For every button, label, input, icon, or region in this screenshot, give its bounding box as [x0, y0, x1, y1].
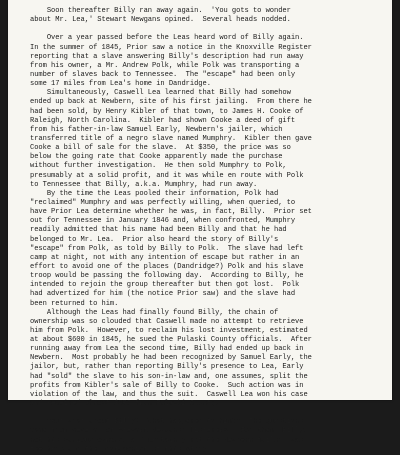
text-line: running away from Lea the second time, Billy had ended up back in	[30, 345, 304, 354]
paragraph-2	[30, 34, 385, 89]
text-line: without further investigation. He then sold Mumphry to Polk,	[30, 162, 287, 171]
text-line: not his various owners, and certainly not the Newbern jailor, was	[30, 436, 304, 445]
text-line: Newbern. Most probably he had been recognized by Samuel Early, the	[30, 354, 312, 363]
text-line: jailor, but, rather than reporting Billy's presence to Lea, Early	[30, 363, 304, 372]
text-line: Although the Leas had finally found Billy, the chain of	[30, 308, 279, 317]
text-line: Simultaneously, Caswell Lea learned that Billy had somehow	[30, 89, 291, 98]
text-line: camp at night, not with any intention of escape but rather in an	[30, 253, 300, 262]
text-line: reporting that a slave answering Billy's description had run away	[30, 52, 304, 61]
text-line: out for Tennessee in January 1846 and, when confronted, Mumphry	[30, 217, 296, 226]
text-line: "But what about Billy? What happened to him?" The questions	[30, 418, 304, 427]
text-line: "escape" from Polk, as told by Billy to Polk. The slave had left	[30, 244, 304, 253]
text-line: intended to rejoin the group thereafter but then got lost. Polk	[30, 281, 300, 290]
text-line: troop would be passing the following day. According to Billy, he	[30, 272, 304, 281]
text-line: presumably at a solid profit, and it was while en route with Polk	[30, 171, 304, 180]
paragraph-1	[30, 7, 385, 25]
paragraph-5	[30, 309, 385, 410]
text-line: Over a year passed before the Leas heard word of Billy again.	[30, 34, 304, 43]
text-line: effort to avoid one of the places (Dandridge?) Polk and his slave	[30, 262, 304, 271]
text-line: and received almost $800 from Pulaski County.	[30, 400, 220, 409]
text-line: the hero and the protagonist of this story.	[30, 445, 211, 454]
text-line: from his father-in-law Samuel Early, Newbern's jailer, which	[30, 125, 283, 134]
text-line: had been sold, by Henry Kibler of that town, to James H. Cooke of	[30, 107, 304, 116]
text-line: Cooke a bill of sale for the slave. At $350, the price was so	[30, 144, 291, 153]
text-line: had advertized for him (the notice Prior saw) and the slave had	[30, 290, 296, 299]
text-line: ownership was so clouded that Caswell made no attempt to retrieve	[30, 317, 304, 326]
text-line: came from several of Stewart Newgans' listeners. For them, Billy,	[30, 427, 308, 436]
text-line: have Prior Lea determine whether he was, in fact, Billy. Prior set	[30, 208, 312, 217]
paragraph-3	[30, 89, 385, 190]
text-line: some 17 miles from Lea's home in Dandridge.	[30, 80, 211, 89]
text-line: "reclaimed" Mumphry and was perfectly willing, when queried, to	[30, 198, 296, 207]
text-line: had "sold" the slave to his son-in-law and, one assumes, split the	[30, 372, 308, 381]
text-line: been returned to him.	[30, 299, 119, 308]
text-line: to Tennessee that Billy, a.k.a. Mumphry, had run away.	[30, 180, 258, 189]
text-line: transferred title of a negro slave named Mumphry. Kibler then gave	[30, 134, 312, 143]
text-line: Raleigh, North Carolina. Kibler had shown Cooke a deed of gift	[30, 116, 296, 125]
paragraph-6	[30, 418, 385, 455]
text-line: In the summer of 1845, Prior saw a notice in the Knoxville Register	[30, 43, 312, 52]
text-line: Soon thereafter Billy ran away again. 'You gots to wonder	[30, 7, 291, 15]
document-body	[30, 7, 385, 455]
text-line: about Mr. Lea,' Stewart Newgans opined. Several heads nodded.	[30, 16, 291, 25]
text-line: belonged to Mr. Lea. Prior also heard the story of Billy's	[30, 235, 279, 244]
text-line: ended up back at Newbern, site of his first jailing. From there he	[30, 98, 312, 107]
document-page	[8, 0, 392, 454]
text-line: By the time the Leas pooled their information, Polk had	[30, 189, 279, 198]
text-line: at about $600 in 1845, he sued the Pulaski County officials. After	[30, 336, 312, 345]
text-line: profits from Kibler's sale of Billy to Cooke. Such action was in	[30, 381, 304, 390]
text-line: below the going rate that Cooke apparently made the purchase	[30, 153, 283, 162]
text-line: violation of the law, and thus the suit. Caswell Lea won his case	[30, 390, 308, 399]
text-line: him from Polk. However, to reclaim his lost investment, estimated	[30, 326, 308, 335]
text-line: readily admitted that his name had been Billy and that he had	[30, 226, 287, 235]
text-line: from his owner, a Mr. Andrew Polk, while Polk was transporting a	[30, 61, 300, 70]
text-line: number of slaves back to Tennessee. The "escape" had been only	[30, 70, 296, 79]
paragraph-4	[30, 190, 385, 309]
